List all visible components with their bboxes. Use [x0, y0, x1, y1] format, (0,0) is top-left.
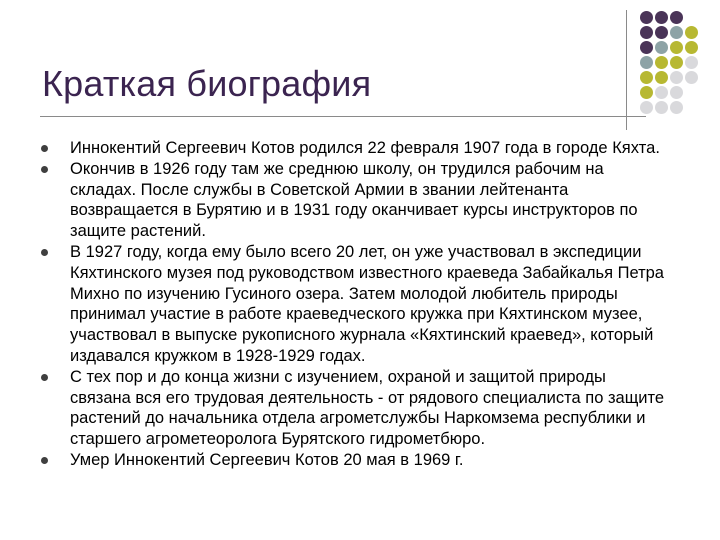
decorative-dot	[685, 26, 698, 39]
decorative-dot	[655, 11, 668, 24]
bullet-list	[40, 138, 670, 471]
decorative-dot	[670, 56, 683, 69]
bullet-text: Иннокентий Сергеевич Котов родился 22 февраля 1907 года в городе Кяхта.	[70, 139, 660, 157]
decorative-dot-grid	[640, 11, 716, 115]
bullet-item-2	[40, 159, 670, 242]
bullet-item-4	[40, 367, 670, 450]
decorative-dot	[640, 71, 653, 84]
decorative-dot	[670, 26, 683, 39]
decorative-dot	[685, 56, 698, 69]
decorative-dot	[685, 71, 698, 84]
bullet-icon	[41, 457, 48, 464]
slide-title: Краткая биография	[42, 63, 372, 104]
decorative-dot	[685, 41, 698, 54]
bullet-text: Окончив в 1926 году там же среднюю школу, он трудился рабочим на складах. После службы в Советской Армии в звании лейтенанта возвращается в Бурятию и в 1931 году оканчивает курсы инструкторов по защите растений.	[70, 159, 638, 241]
bullet-icon	[41, 374, 48, 381]
decorative-dot	[670, 71, 683, 84]
decorative-dot	[640, 41, 653, 54]
decorative-dot	[655, 71, 668, 84]
bullet-text: В 1927 году, когда ему было всего 20 лет, он уже участвовал в экспедиции Кяхтинского музея под руководством известного краеведа Забайкалья Петра Михно по изучению Гусиного озера. Затем молодой любитель природы принимал участие в работе краеведческого кружка при Кяхтинском музее, участвовал в выпуске рукописного журнала «Кяхтинский краевед», который издавался кружком в 1928-1929 годах.	[70, 242, 664, 365]
bullet-icon	[41, 166, 48, 173]
decorative-dot	[655, 56, 668, 69]
bullet-item-5	[40, 450, 670, 471]
bullet-text: Умер Иннокентий Сергеевич Котов 20 мая в 1969 г.	[70, 450, 464, 469]
decorative-dot	[670, 11, 683, 24]
decorative-dot	[670, 101, 683, 114]
vertical-divider	[626, 10, 627, 130]
decorative-dot	[640, 86, 653, 99]
decorative-dot	[655, 86, 668, 99]
decorative-dot	[640, 56, 653, 69]
decorative-dot	[655, 26, 668, 39]
decorative-dot	[655, 41, 668, 54]
bullet-text: С тех пор и до конца жизни с изучением, охраной и защитой природы связана вся его трудовая деятельность - от рядового специалиста по защите растений до начальника отдела агрометслужбы Наркомзема республики и старшего агрометеоролога Бурятского гидрометбюро.	[70, 367, 665, 449]
bullet-item-1	[40, 138, 670, 159]
decorative-dot	[670, 41, 683, 54]
bullet-item-3	[40, 242, 670, 367]
decorative-dot	[640, 101, 653, 114]
bullet-icon	[41, 249, 48, 256]
title-divider	[40, 116, 646, 117]
decorative-dot	[640, 11, 653, 24]
decorative-dot	[655, 101, 668, 114]
decorative-dot	[640, 26, 653, 39]
decorative-dot	[670, 86, 683, 99]
bullet-icon	[41, 145, 48, 152]
